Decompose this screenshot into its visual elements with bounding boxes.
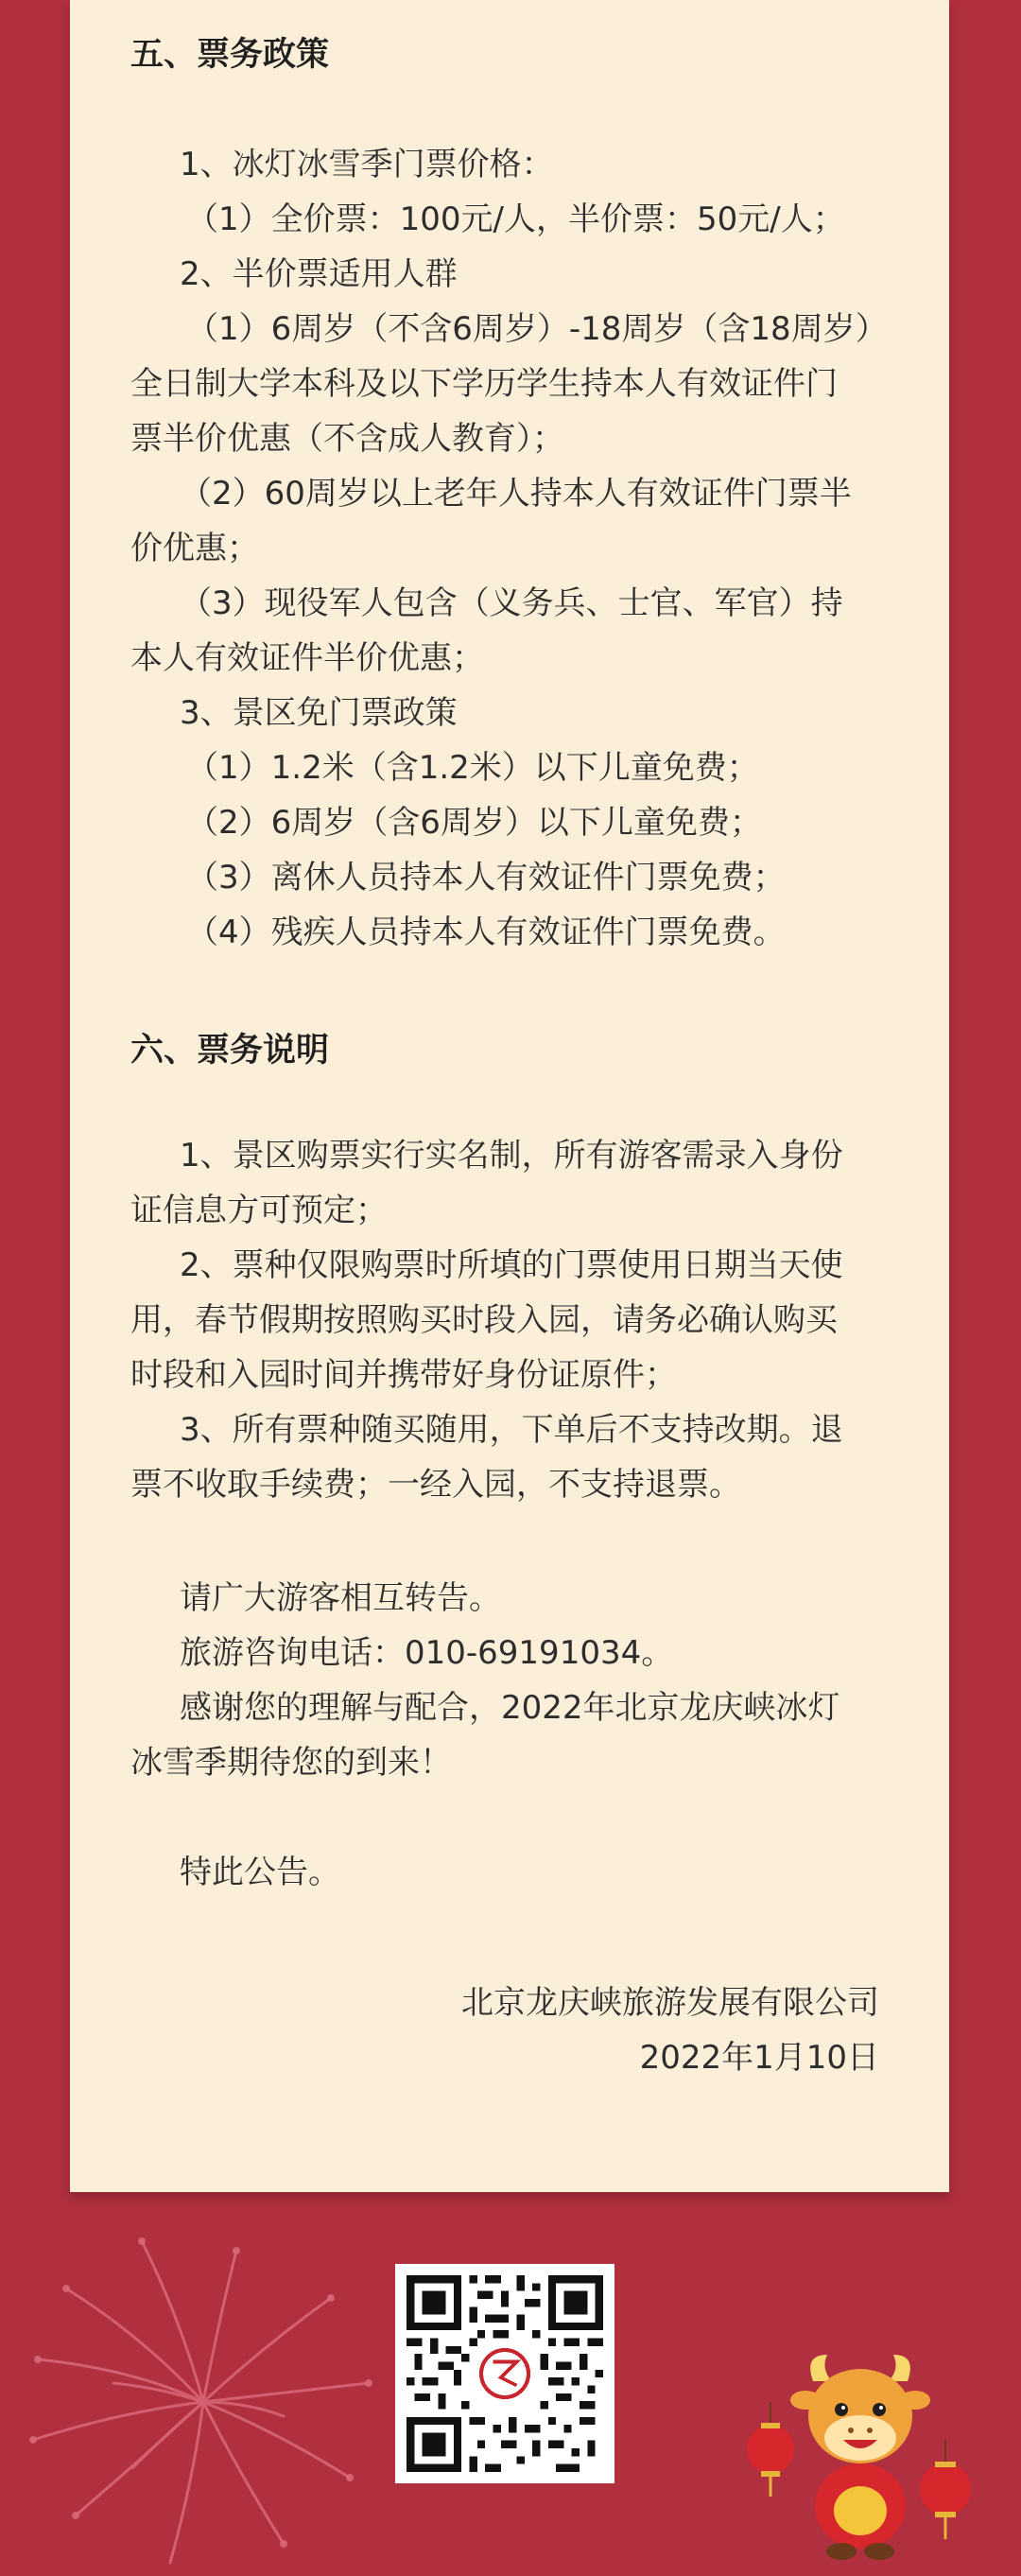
- section-title-ticket-notes: 六、票务说明: [130, 1032, 330, 1070]
- policy-line: （4）残疾人员持本人有效证件门票免费。: [186, 914, 786, 951]
- notice-card: [70, 0, 949, 2192]
- hotline-line: 旅游咨询电话：010-69191034。: [180, 1634, 674, 1672]
- closing-line: 冰雪季期待您的到来！: [130, 1744, 452, 1782]
- notes-line: 2、票种仅限购票时所填的门票使用日期当天使: [180, 1246, 843, 1284]
- policy-line: （1）6周岁（不含6周岁）-18周岁（含18周岁）: [186, 310, 888, 348]
- notes-line: 时段和入园时间并携带好身份证原件；: [130, 1356, 677, 1394]
- notes-line: 1、景区购票实行实名制，所有游客需录入身份: [180, 1137, 843, 1175]
- policy-line: （1）全价票：100元/人，半价票：50元/人；: [186, 200, 845, 238]
- company-signature: 北京龙庆峡旅游发展有限公司: [461, 1984, 879, 2022]
- notes-line: 用，春节假期按照购买时段入园，请务必确认购买: [130, 1301, 838, 1339]
- firework-icon: [0, 2166, 454, 2576]
- notice-statement: 特此公告。: [180, 1854, 340, 1891]
- policy-line: （1）1.2米（含1.2米）以下儿童免费；: [186, 749, 759, 787]
- ox-mascot-with-lanterns-icon: [737, 2336, 974, 2563]
- policy-line: 1、冰灯冰雪季门票价格：: [180, 146, 554, 183]
- closing-line: 请广大游客相互转告。: [180, 1579, 501, 1617]
- notes-line: 票不收取手续费；一经入园，不支持退票。: [130, 1466, 741, 1504]
- policy-line: （3）现役军人包含（义务兵、士官、军官）持: [180, 584, 843, 622]
- policy-line: （2）6周岁（含6周岁）以下儿童免费；: [186, 804, 762, 842]
- qr-code-icon: [395, 2264, 614, 2483]
- notes-line: 证信息方可预定；: [130, 1192, 388, 1229]
- policy-line: 2、半价票适用人群: [180, 255, 458, 293]
- policy-line: （3）离休人员持本人有效证件门票免费；: [186, 859, 786, 896]
- closing-line: 感谢您的理解与配合，2022年北京龙庆峡冰灯: [180, 1689, 840, 1727]
- policy-line: 本人有效证件半价优惠；: [130, 639, 484, 677]
- policy-line: 全日制大学本科及以下学历学生持本人有效证件门: [130, 365, 838, 403]
- policy-line: （2）60周岁以上老年人持本人有效证件门票半: [180, 475, 852, 513]
- policy-line: 价优惠；: [130, 530, 259, 567]
- notes-line: 3、所有票种随买随用，下单后不支持改期。退: [180, 1411, 843, 1449]
- signature-date: 2022年1月10日: [639, 2039, 879, 2077]
- policy-line: 票半价优惠（不含成人教育）；: [130, 420, 564, 458]
- section-title-ticket-policy: 五、票务政策: [130, 36, 330, 74]
- policy-line: 3、景区免门票政策: [180, 694, 458, 732]
